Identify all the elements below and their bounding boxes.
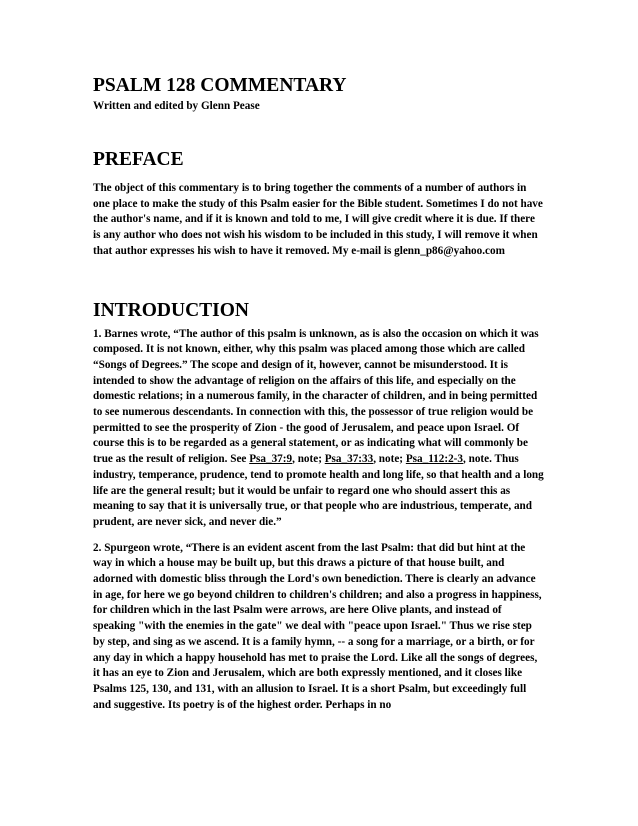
document-byline: Written and edited by Glenn Pease: [93, 100, 260, 112]
barnes-text-end: , note. Thus industry, temperance, prudence, tend to promote health and long life, so that health and a long life are the general result; but it would be unfair to regard one who should assert this as meaning to say that it is universally true, or that people who are industrious, temperate, and prudent, are never sick, and never die.”: [93, 453, 544, 528]
reference-separator: , note;: [292, 453, 325, 466]
introduction-heading: INTRODUCTION: [93, 299, 250, 321]
barnes-text-start: 1. Barnes wrote, “The author of this psalm is unknown, as is also the occasion on which it was composed. It is not known, either, why this psalm was placed among those which are called “Songs of Degrees.” The scope and design of it, however, cannot be misunderstood. It is intended to show the advantage of religion on the affairs of this life, and especially on the domestic relations; in a numerous family, in the character of children, and in being permitted to see numerous descendants. In connection with this, the possessor of true religion would be permitted to see the prosperity of Zion - the good of Jerusalem, and peace upon Israel. Of course this is to be regarded as a general statement, or as indicating what will commonly be true as the result of religion. See: [93, 327, 539, 466]
document-page: [93, 74, 545, 713]
introduction-paragraph-barnes: [93, 327, 545, 531]
preface-paragraph: The object of this commentary is to bring together the comments of a number of authors in one place to make the study of this Psalm easier for the Bible student. Sometimes I do not have the author's name, and if it is known and told to me, I will give credit where it is due. If there is any author who does not wish his wisdom to be included in this study, I will remove it when that author expresses his wish to have it removed. My e-mail is glenn_p86@yahoo.com: [93, 182, 543, 257]
scripture-link-psa-37-33[interactable]: Psa_37:33: [324, 453, 374, 466]
scripture-link-psa-112-2-3[interactable]: Psa_112:2-3: [405, 453, 464, 466]
preface-heading: PREFACE: [93, 149, 184, 170]
document-title: PSALM 128 COMMENTARY: [93, 75, 347, 96]
scripture-link-psa-37-9[interactable]: Psa_37:9: [249, 453, 293, 466]
introduction-paragraph-spurgeon: 2. Spurgeon wrote, “There is an evident ascent from the last Psalm: that did but hint at the way in which a house may be built up, but this draws a picture of that house built, and adorned with domestic bliss through the Lord's own benediction. There is clearly an advance in age, for here we go beyond children to children's children; and also a progress in happiness, for children which in the last Psalm were arrows, are here Olive plants, and instead of speaking "with the enemies in the gate" we deal with "peace upon Israel." Thus we rise step by step, and sing as we ascend. It is a family hymn, -- a song for a marriage, or a birth, or for any day in which a happy household has met to praise the Lord. Like all the songs of degrees, it has an eye to Zion and Jerusalem, which are both expressly mentioned, and it closes like Psalms 125, 130, and 131, with an allusion to Israel. It is a short Psalm, but exceedingly full and suggestive. Its poetry is of the highest order. Perhaps in no: [93, 541, 542, 711]
reference-separator: , note;: [373, 453, 406, 466]
